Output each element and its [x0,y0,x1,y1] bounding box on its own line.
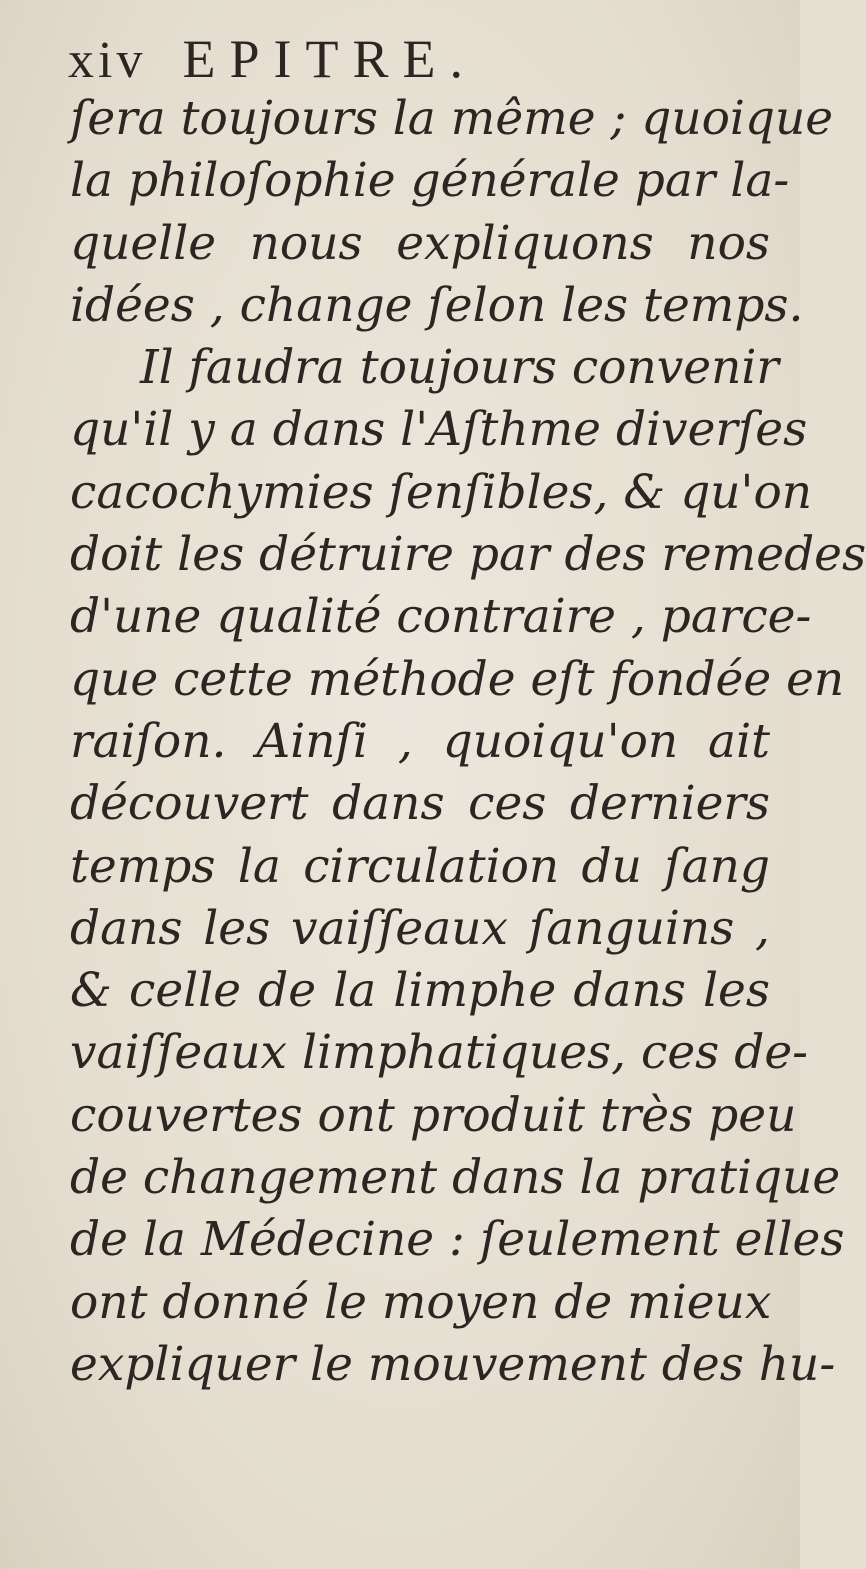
text-line: ont donné le moyen de mieux [70,1274,772,1330]
text-line: quelle nous expliquons nos [70,215,770,271]
running-header [68,28,477,90]
text-line: dans les vaiſſeaux ſanguins , [70,900,770,956]
text-line: raiſon. Ainſi , quoiqu'on ait [70,713,770,769]
text-line: expliquer le mouvement des hu- [70,1336,836,1392]
text-line: découvert dans ces derniers [70,776,770,832]
body-text [70,88,866,1396]
text-line: la philoſophie générale par la- [70,153,790,209]
text-line: Il faudra toujours convenir [140,340,779,396]
text-line: idées , change ſelon les temps. [70,277,804,333]
page-number: xiv [68,32,147,89]
text-line: temps la circulation du ſang [70,838,770,894]
text-line: & celle de la limphe dans les [70,963,770,1019]
running-title: EPITRE. [182,29,477,89]
text-line: de changement dans la pratique [70,1150,841,1206]
text-line: ſera toujours la même ; quoique [70,91,834,146]
text-line: que cette méthode eſt fondée en [70,651,845,707]
text-line: qu'il y a dans l'Aſthme diverſes [70,402,808,458]
text-line: de la Médecine : ſeulement elles [70,1212,845,1268]
text-line: doit les détruire par des remedes [70,527,866,583]
text-line: d'une qualité contraire , parce- [70,589,812,645]
text-line: couvertes ont produit très peu [70,1087,797,1143]
text-line: cacochymies ſenſibles, & qu'on [70,464,813,520]
text-line: vaiſſeaux limphatiques, ces de- [70,1025,809,1081]
